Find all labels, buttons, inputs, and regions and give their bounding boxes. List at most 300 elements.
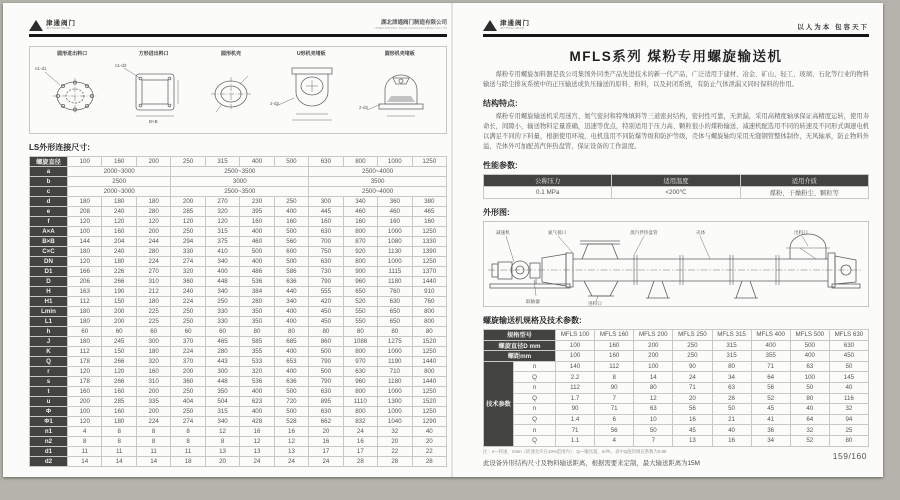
dim-value-cell: 1180 <box>378 377 412 387</box>
dim-value-cell: 224 <box>136 257 170 267</box>
dim-value-cell: 225 <box>136 307 170 317</box>
dim-value-cell: 445 <box>309 207 343 217</box>
dim-value-cell: 700 <box>309 237 343 247</box>
dim-value-cell: 920 <box>343 247 377 257</box>
dim-value-cell: 800 <box>343 257 377 267</box>
dim-value-cell: 60 <box>205 327 239 337</box>
spec-value-cell: 100 <box>790 372 829 383</box>
dim-value-cell: 1520 <box>412 397 446 407</box>
dim-value-cell: 1115 <box>378 267 412 277</box>
dim-value-cell: 685 <box>274 337 308 347</box>
spec-tech-row <box>484 414 869 425</box>
spec-value-cell: 63 <box>634 404 673 415</box>
dim-merged-cell: 2500~3500 <box>171 187 309 197</box>
diagram-omega-casing: 圆形机壳堵板 2-d2 <box>357 50 443 135</box>
dim-column-header: 400 <box>240 157 274 167</box>
dim-value-cell: 60 <box>136 327 170 337</box>
dim-value-cell: 12 <box>205 427 239 437</box>
perf-value-cell: <200℃ <box>612 187 740 199</box>
dim-value-cell: 224 <box>171 347 205 357</box>
dim-value-cell: 448 <box>205 277 239 287</box>
dim-value-cell: 300 <box>309 197 343 207</box>
dim-value-cell: 800 <box>412 307 446 317</box>
dim-value-cell: 560 <box>274 237 308 247</box>
dim-value-cell: 410 <box>205 247 239 257</box>
custom-note: 此设备外形结构尺寸及物料输送距离，根据需要来定制，最大输送距离为15M <box>483 459 700 467</box>
svg-text:氮气接口: 氮气接口 <box>548 230 567 235</box>
spec-tech-row <box>484 382 869 393</box>
header-slogan: 以人为本 包容天下 <box>797 24 869 31</box>
dim-value-cell: 400 <box>240 227 274 237</box>
dim-value-cell: 585 <box>240 337 274 347</box>
dim-column-header: 630 <box>309 157 343 167</box>
dim-value-cell: 28 <box>412 457 446 467</box>
dim-value-cell: 180 <box>136 347 170 357</box>
dim-value-cell: 504 <box>205 397 239 407</box>
perf-header-cell: 适用介质 <box>740 175 868 187</box>
spec-tech-row <box>484 361 869 372</box>
spec-value-cell: 315 <box>712 351 751 362</box>
spec-value-cell: 100 <box>556 351 595 362</box>
dim-value-cell: 11 <box>171 447 205 457</box>
dim-value-cell: 200 <box>136 387 170 397</box>
spec-value-cell: 200 <box>634 351 673 362</box>
dim-row-label: Lmin <box>30 307 68 317</box>
dim-value-cell: 500 <box>274 387 308 397</box>
dim-value-cell: 340 <box>205 287 239 297</box>
dim-data-row <box>30 257 447 267</box>
dim-row-label: d <box>30 197 68 207</box>
dim-value-cell: 910 <box>412 287 446 297</box>
dim-value-cell: 355 <box>240 347 274 357</box>
dim-value-cell: 330 <box>205 307 239 317</box>
dim-row-label: Φ <box>30 407 68 417</box>
dim-value-cell: 320 <box>240 367 274 377</box>
features-paragraph: 煤粉专用螺旋输送机采用迷宫、氮气密封和特殊填料等三道密封结构，密封性可靠，无泄漏，采用高精度轴承保证高精度运转，使用寿命长，间隙小，输送物料定量准确，迅速等优点，特别适用于压力高、颗粒很小的煤粉输送，减速机配选用不同的转速及不同形式调速电机以满足不同的下料量，根据使用环境，电机选用不同防爆等级和防护等级，壳体与螺旋轴均采用无缝钢管整体制作，无风轴承，防止物料外溢，壳体外可加配蒸汽伴热盘管，保证设备的工作温度。 <box>483 113 869 150</box>
dim-value-cell: 280 <box>136 207 170 217</box>
dim-merged-cell: 2500 <box>68 177 171 187</box>
dim-value-cell: 180 <box>68 317 102 327</box>
dim-value-cell: 280 <box>136 247 170 257</box>
dim-value-cell: 8 <box>102 427 136 437</box>
dim-value-cell: 330 <box>205 317 239 327</box>
dim-value-cell: 400 <box>274 317 308 327</box>
dim-value-cell: 24 <box>309 457 343 467</box>
spec-tech-row <box>484 425 869 436</box>
dim-data-row <box>30 307 447 317</box>
spec-value-cell: 26 <box>712 393 751 404</box>
spec-value-cell: 63 <box>790 361 829 372</box>
spec-value-cell: 80 <box>829 435 868 446</box>
dim-value-cell: 1370 <box>412 267 446 277</box>
brand-logo <box>29 20 76 31</box>
spec-column-header: MFLS 200 <box>634 330 673 341</box>
dim-row-label: u <box>30 397 68 407</box>
svg-text:2-d2: 2-d2 <box>270 101 280 106</box>
perf-header-cell: 适用温度 <box>612 175 740 187</box>
spec-value-cell: 40 <box>712 425 751 436</box>
dim-value-cell: 650 <box>378 307 412 317</box>
dim-value-cell: 120 <box>102 217 136 227</box>
dim-data-row <box>30 447 447 457</box>
dim-value-cell: 400 <box>274 307 308 317</box>
table-row <box>484 187 869 199</box>
dim-column-header: 160 <box>102 157 136 167</box>
dim-value-cell: 350 <box>240 307 274 317</box>
dim-merged-cell: 2000~3000 <box>68 167 171 177</box>
spec-value-cell: 7 <box>634 435 673 446</box>
dim-value-cell: 17 <box>343 447 377 457</box>
dim-value-cell: 245 <box>102 337 136 347</box>
dim-value-cell: 1000 <box>378 257 412 267</box>
page-left <box>29 11 447 467</box>
spec-tech-sublabel: Q <box>514 393 556 404</box>
spec-value-cell: 32 <box>790 425 829 436</box>
dim-value-cell: 335 <box>136 397 170 407</box>
dim-value-cell: 120 <box>171 217 205 227</box>
dim-value-cell: 650 <box>343 287 377 297</box>
spec-value-cell: 52 <box>790 435 829 446</box>
dim-value-cell: 13 <box>205 447 239 457</box>
dim-value-cell: 1250 <box>412 347 446 357</box>
dim-value-cell: 250 <box>171 387 205 397</box>
dim-value-cell: 80 <box>378 327 412 337</box>
dim-value-cell: 206 <box>68 277 102 287</box>
dim-value-cell: 630 <box>309 257 343 267</box>
dim-row-label: L1 <box>30 317 68 327</box>
dim-value-cell: 266 <box>102 377 136 387</box>
dim-value-cell: 160 <box>274 217 308 227</box>
dim-value-cell: 340 <box>343 197 377 207</box>
dim-value-cell: 662 <box>309 417 343 427</box>
dim-merged-cell: 3500 <box>309 177 447 187</box>
dim-value-cell: 400 <box>205 267 239 277</box>
dim-value-cell: 536 <box>240 377 274 387</box>
spec-value-cell: 315 <box>712 340 751 351</box>
perf-header-cell: 公称压力 <box>484 175 612 187</box>
spec-tech-row <box>484 404 869 415</box>
right-page-header <box>483 11 869 37</box>
dim-value-cell: 320 <box>205 207 239 217</box>
dim-value-cell: 160 <box>136 367 170 377</box>
conveyor-outline-drawing <box>484 222 868 306</box>
spec-value-cell: 56 <box>673 404 712 415</box>
spec-value-cell: 160 <box>595 340 634 351</box>
page-number: 159/160 <box>832 451 867 461</box>
u-casing-drawing <box>268 58 354 130</box>
dim-data-row <box>30 297 447 307</box>
dim-data-row <box>30 427 447 437</box>
dim-row-label: D <box>30 277 68 287</box>
dim-data-row <box>30 207 447 217</box>
dim-merged-cell: 2000~3000 <box>68 187 171 197</box>
dim-merged-row <box>30 167 447 177</box>
spec-value-cell: 40 <box>790 404 829 415</box>
dim-value-cell: 1180 <box>378 277 412 287</box>
spec-value-cell: 36 <box>751 425 790 436</box>
spec-value-cell: 25 <box>829 425 868 436</box>
dim-value-cell: 800 <box>412 317 446 327</box>
dim-value-cell: 636 <box>274 277 308 287</box>
dim-value-cell: 120 <box>68 367 102 377</box>
dim-value-cell: 300 <box>205 367 239 377</box>
dim-value-cell: 250 <box>274 197 308 207</box>
product-title: MFLS系列 煤粉专用螺旋输送机 <box>569 49 783 64</box>
spec-tech-sublabel: n <box>514 382 556 393</box>
dim-data-row <box>30 197 447 207</box>
dim-value-cell: 630 <box>309 387 343 397</box>
dim-data-row <box>30 317 447 327</box>
dim-column-header: 1000 <box>378 157 412 167</box>
outline-title: 外形图: <box>483 208 510 217</box>
spec-value-cell: 7 <box>595 393 634 404</box>
page-right <box>483 11 869 467</box>
spec-data-row <box>484 340 869 351</box>
dim-value-cell: 623 <box>240 397 274 407</box>
dim-value-cell: 24 <box>274 457 308 467</box>
spec-value-cell: 50 <box>634 425 673 436</box>
dim-row-label: H1 <box>30 297 68 307</box>
svg-text:2-d2: 2-d2 <box>358 105 368 110</box>
dim-value-cell: 650 <box>378 317 412 327</box>
dim-value-cell: 1000 <box>378 407 412 417</box>
dim-value-cell: 4 <box>68 427 102 437</box>
dim-value-cell: 8 <box>171 437 205 447</box>
dim-value-cell: 395 <box>240 207 274 217</box>
dim-value-cell: 340 <box>205 417 239 427</box>
dim-row-label: n1 <box>30 427 68 437</box>
dim-row-label: K <box>30 347 68 357</box>
connection-diagrams <box>29 46 447 134</box>
brand-logo <box>483 20 530 31</box>
dim-value-cell: 500 <box>274 257 308 267</box>
dim-value-cell: 960 <box>343 277 377 287</box>
dim-value-cell: 16 <box>274 427 308 437</box>
spec-value-cell: 12 <box>634 393 673 404</box>
dim-value-cell: 80 <box>274 327 308 337</box>
dim-value-cell: 860 <box>309 337 343 347</box>
dim-value-cell: 180 <box>102 197 136 207</box>
spec-data-row <box>484 351 869 362</box>
dim-value-cell: 400 <box>240 257 274 267</box>
dim-data-row <box>30 437 447 447</box>
dim-value-cell: 1130 <box>378 247 412 257</box>
dim-row-label: D1 <box>30 267 68 277</box>
dim-value-cell: 160 <box>102 407 136 417</box>
spec-column-header: MFLS 100 <box>556 330 595 341</box>
spec-value-cell: 94 <box>829 414 868 425</box>
dim-value-cell: 1110 <box>343 397 377 407</box>
dim-value-cell: 360 <box>171 377 205 387</box>
spec-value-cell: 16 <box>712 435 751 446</box>
spec-value-cell: 1.7 <box>556 393 595 404</box>
spec-value-cell: 2.2 <box>556 372 595 383</box>
dim-value-cell: 520 <box>343 297 377 307</box>
dim-value-cell: 555 <box>309 287 343 297</box>
dim-value-cell: 18 <box>171 457 205 467</box>
dim-value-cell: 160 <box>412 217 446 227</box>
spec-value-cell: 45 <box>751 404 790 415</box>
dim-value-cell: 300 <box>136 337 170 347</box>
dim-value-cell: 800 <box>343 347 377 357</box>
dim-value-cell: 1440 <box>412 357 446 367</box>
spec-value-cell: 630 <box>829 340 868 351</box>
dim-value-cell: 225 <box>136 317 170 327</box>
spec-value-cell: 1.1 <box>556 435 595 446</box>
dim-data-row <box>30 377 447 387</box>
dim-value-cell: 28 <box>343 457 377 467</box>
dim-value-cell: 12 <box>274 437 308 447</box>
table-row <box>484 175 869 187</box>
spec-table-title: 螺旋输送机规格及技术参数: <box>483 316 582 325</box>
dim-value-cell: 384 <box>240 287 274 297</box>
dim-value-cell: 370 <box>171 357 205 367</box>
dim-value-cell: 20 <box>378 437 412 447</box>
dim-value-cell: 870 <box>343 237 377 247</box>
dim-value-cell: 1440 <box>412 277 446 287</box>
dim-value-cell: 120 <box>205 217 239 227</box>
dim-value-cell: 895 <box>309 397 343 407</box>
dim-value-cell: 360 <box>378 197 412 207</box>
spec-value-cell: 80 <box>712 361 751 372</box>
dim-value-cell: 240 <box>171 287 205 297</box>
dim-value-cell: 160 <box>68 387 102 397</box>
dim-value-cell: 20 <box>412 437 446 447</box>
dim-value-cell: 294 <box>171 237 205 247</box>
dim-data-row <box>30 457 447 467</box>
dim-data-row <box>30 357 447 367</box>
dim-data-row <box>30 337 447 347</box>
dim-value-cell: 710 <box>378 367 412 377</box>
intro-paragraph: 煤粉专用螺旋加料器是我公司集国外同类产品先进技术的新一代产品，广泛适用于建材、冶金、矿山、轻工、玻璃、石化等行业的物料输送与除尘排灰系统中的正压输送或负压输送的原料、粉料，以及封闭系统，有防止气体泄漏又同时保料的作用。 <box>483 71 869 88</box>
dim-value-cell: 144 <box>68 237 102 247</box>
dim-value-cell: 28 <box>378 457 412 467</box>
spec-value-cell: 6 <box>595 414 634 425</box>
dim-data-row <box>30 407 447 417</box>
spec-value-cell: 80 <box>634 382 673 393</box>
left-page-header <box>29 11 447 37</box>
dim-value-cell: 1190 <box>378 357 412 367</box>
spec-value-cell: 90 <box>595 382 634 393</box>
dim-value-cell: 404 <box>171 397 205 407</box>
dim-value-cell: 8 <box>136 427 170 437</box>
spec-value-cell: 71 <box>595 404 634 415</box>
svg-text:n1-d2: n1-d2 <box>114 63 127 68</box>
spec-value-cell: 24 <box>673 372 712 383</box>
dim-value-cell: 120 <box>68 257 102 267</box>
logo-triangle-icon <box>483 20 497 31</box>
dim-value-cell: 630 <box>309 407 343 417</box>
dim-value-cell: 11 <box>102 447 136 457</box>
dim-value-cell: 500 <box>274 407 308 417</box>
dim-value-cell: 800 <box>412 367 446 377</box>
spec-value-cell: 116 <box>829 393 868 404</box>
dim-value-cell: 32 <box>378 427 412 437</box>
dim-value-cell: 790 <box>309 357 343 367</box>
dim-value-cell: 270 <box>136 267 170 277</box>
dim-value-cell: 970 <box>343 357 377 367</box>
dim-value-cell: 1290 <box>412 417 446 427</box>
spec-value-cell: 50 <box>712 404 751 415</box>
dim-value-cell: 178 <box>68 357 102 367</box>
dim-row-label: h <box>30 327 68 337</box>
dim-value-cell: 8 <box>171 427 205 437</box>
dim-value-cell: 180 <box>68 307 102 317</box>
outline-drawing-box <box>483 221 869 307</box>
dim-value-cell: 180 <box>136 197 170 207</box>
dim-value-cell: 60 <box>68 327 102 337</box>
dim-value-cell: 244 <box>136 237 170 247</box>
dim-value-cell: 1088 <box>343 337 377 347</box>
spec-value-cell: 355 <box>751 351 790 362</box>
table-note: 注：n—转速，r/min（转速允许在10%范围内）；Q—输送量，m³/h，表中Q值的填充系数为0.85 <box>483 448 667 454</box>
svg-text:蒸汽伴热盘管: 蒸汽伴热盘管 <box>630 230 658 235</box>
dim-value-cell: 500 <box>309 367 343 377</box>
dim-value-cell: 790 <box>309 277 343 287</box>
spec-tech-sublabel: Q <box>514 435 556 446</box>
spec-value-cell: 145 <box>829 372 868 383</box>
logo-subtitle: JIN TONG VALVE <box>500 26 524 31</box>
spec-value-cell: 34 <box>751 435 790 446</box>
spec-value-cell: 4 <box>595 435 634 446</box>
dim-data-row <box>30 347 447 357</box>
dim-value-cell: 20 <box>309 427 343 437</box>
dim-value-cell: 340 <box>274 297 308 307</box>
dim-value-cell: 160 <box>240 217 274 227</box>
spec-tech-sublabel: n <box>514 404 556 415</box>
dim-value-cell: 22 <box>412 447 446 457</box>
dim-row-label: C×C <box>30 247 68 257</box>
spec-value-cell: 112 <box>595 361 634 372</box>
dim-value-cell: 1275 <box>378 337 412 347</box>
spec-value-cell: 56 <box>595 425 634 436</box>
dim-value-cell: 420 <box>309 297 343 307</box>
dim-row-label: d2 <box>30 457 68 467</box>
dim-value-cell: 266 <box>102 357 136 367</box>
dim-value-cell: 163 <box>68 287 102 297</box>
dim-row-label: a <box>30 167 68 177</box>
spec-value-cell: 200 <box>634 340 673 351</box>
dim-value-cell: 1300 <box>378 397 412 407</box>
dim-value-cell: 16 <box>309 437 343 447</box>
dim-value-cell: 465 <box>205 337 239 347</box>
dim-value-cell: 320 <box>171 267 205 277</box>
dim-value-cell: 443 <box>205 357 239 367</box>
dim-value-cell: 536 <box>240 277 274 287</box>
dim-value-cell: 120 <box>68 217 102 227</box>
dim-merged-cell: 3000 <box>171 177 309 187</box>
dim-value-cell: 80 <box>240 327 274 337</box>
spec-value-cell: 34 <box>712 372 751 383</box>
dim-value-cell: 224 <box>171 297 205 307</box>
dim-value-cell: 315 <box>205 407 239 417</box>
dim-data-row <box>30 217 447 227</box>
dim-table-title: LS外形连接尺寸: <box>29 143 90 152</box>
dim-value-cell: 266 <box>102 277 136 287</box>
dim-data-row <box>30 417 447 427</box>
spec-value-cell: 56 <box>751 382 790 393</box>
dim-value-cell: 730 <box>309 267 343 277</box>
dim-value-cell: 370 <box>171 337 205 347</box>
dim-data-row <box>30 277 447 287</box>
dim-value-cell: 800 <box>343 387 377 397</box>
spec-value-cell: 100 <box>556 340 595 351</box>
spec-tech-row <box>484 435 869 446</box>
dim-value-cell: 280 <box>240 297 274 307</box>
spec-value-cell: 40 <box>829 382 868 393</box>
dim-value-cell: 320 <box>136 357 170 367</box>
spec-tech-sublabel: Q <box>514 372 556 383</box>
